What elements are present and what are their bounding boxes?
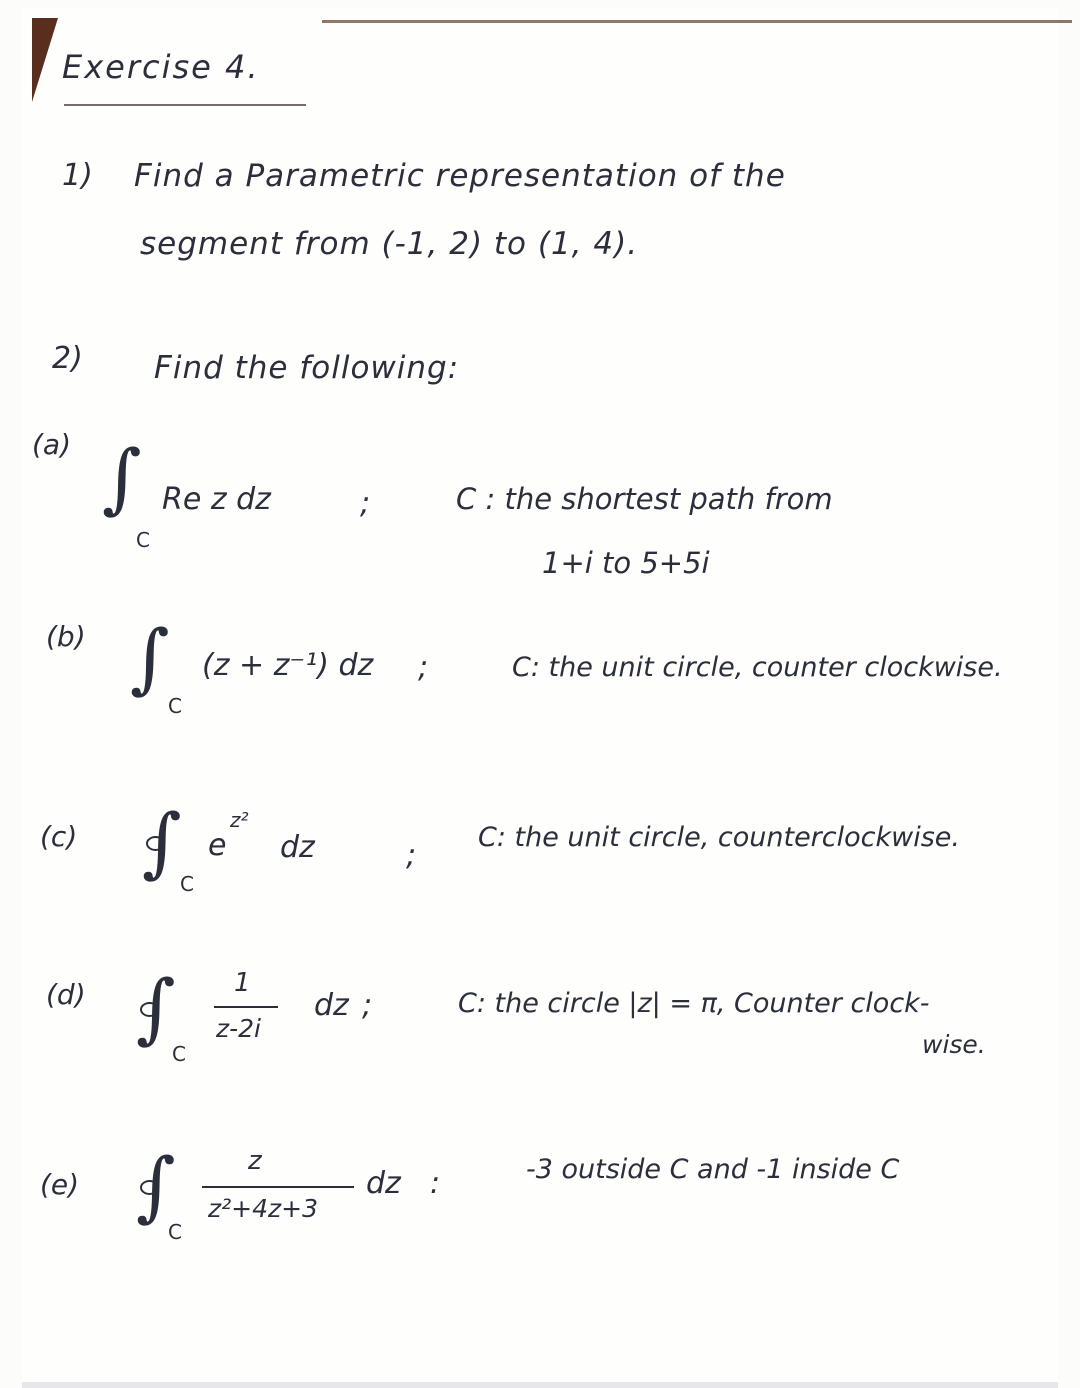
- integrand-differential: dz: [366, 1166, 401, 1201]
- condition-line-1: C : the shortest path from: [456, 482, 833, 516]
- part-label: (c): [40, 820, 78, 853]
- part-label: (d): [46, 978, 86, 1011]
- page-corner-mark: [32, 18, 58, 102]
- integrand-exponent: z²: [230, 808, 249, 832]
- part-label: (b): [46, 620, 86, 653]
- condition-line-2: 1+i to 5+5i: [542, 546, 710, 580]
- contour-subscript: C: [172, 1042, 186, 1066]
- contour-integral-sign-icon: ∫: [136, 1141, 176, 1230]
- problem-1-number: 1): [62, 158, 93, 193]
- contour-loop-icon: [146, 836, 165, 851]
- integral-sign-icon: ∫: [130, 613, 170, 702]
- exercise-title: Exercise 4.: [62, 48, 260, 86]
- title-underline: [64, 104, 306, 106]
- contour-integral-sign-icon: ∫: [136, 963, 176, 1052]
- fraction-denominator: z-2i: [216, 1014, 261, 1043]
- contour-subscript: C: [168, 694, 182, 718]
- integrand: Re z dz: [162, 482, 271, 517]
- separator: :: [430, 1166, 441, 1201]
- integrand-base: e: [208, 828, 227, 863]
- fraction-bar: [214, 1006, 278, 1008]
- top-edge-line: [322, 20, 1072, 23]
- problem-2-intro: Find the following:: [154, 350, 460, 386]
- part-label: (a): [32, 428, 72, 461]
- condition-line-1: C: the circle |z| = π, Counter clock-: [458, 988, 930, 1019]
- problem-1-text-line-2: segment from (-1, 2) to (1, 4).: [140, 226, 639, 262]
- worksheet-page: [22, 8, 1058, 1388]
- separator: ;: [362, 988, 373, 1023]
- separator: ;: [360, 486, 371, 521]
- contour-loop-icon: [140, 1180, 159, 1195]
- contour-loop-icon: [140, 1002, 159, 1017]
- condition-line-1: C: the unit circle, counter clockwise.: [512, 652, 1003, 683]
- integrand-differential: dz: [280, 830, 315, 865]
- fraction-bar: [202, 1186, 354, 1188]
- part-label: (e): [40, 1168, 80, 1201]
- contour-subscript: C: [180, 872, 194, 896]
- separator: ;: [406, 838, 417, 873]
- problem-2-number: 2): [52, 341, 83, 376]
- fraction-numerator: 1: [234, 968, 251, 998]
- fraction-denominator: z²+4z+3: [208, 1194, 318, 1223]
- contour-subscript: C: [168, 1220, 182, 1244]
- integral-sign-icon: ∫: [102, 433, 142, 522]
- condition-line-1: C: the unit circle, counterclockwise.: [478, 822, 960, 853]
- contour-subscript: C: [136, 528, 150, 552]
- problem-1-text-line-1: Find a Parametric representation of the: [134, 158, 786, 194]
- fraction-numerator: z: [248, 1146, 262, 1176]
- integrand: (z + z⁻¹) dz: [202, 648, 374, 683]
- condition-line-2: wise.: [922, 1030, 986, 1059]
- contour-integral-sign-icon: ∫: [142, 797, 182, 886]
- integrand-differential: dz: [314, 988, 349, 1023]
- separator: ;: [418, 650, 429, 685]
- condition-line-1: -3 outside C and -1 inside C: [526, 1154, 900, 1185]
